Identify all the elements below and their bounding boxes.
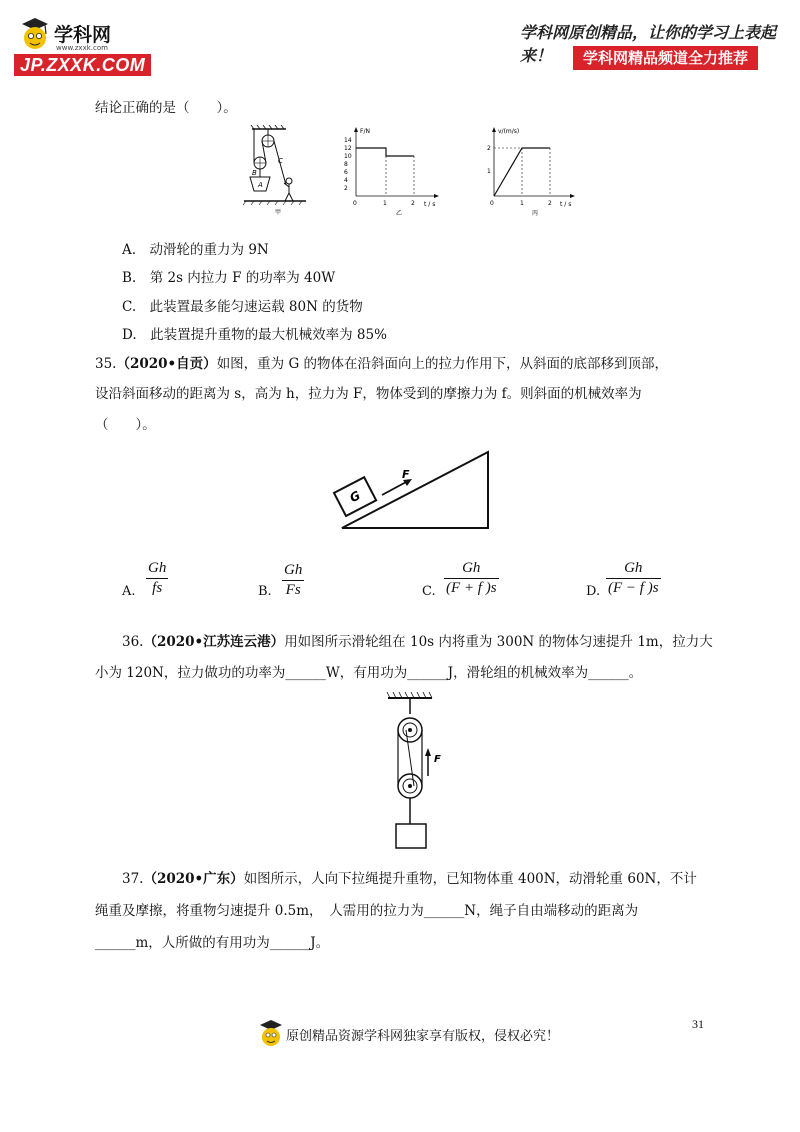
q37-text-1: 如图所示，人向下拉绳提升重物，已知物体重 400N，动滑轮重 60N，不计 [243,871,697,887]
q36-text-1: 用如图所示滑轮组在 10s 内将重为 300N 的物体匀速提升 1m，拉力大 [284,634,713,650]
chart-yi-ytick: 12 [344,145,352,152]
header-banner[interactable]: 学科网精品频道全力推荐 [573,46,758,70]
fraction-denominator: (F + f )s [446,580,497,596]
q34-chart-yi [338,124,448,220]
label-bing: 丙 [532,210,539,217]
q35-line-2: 设沿斜面移动的距离为 s，高为 h，拉力为 F，物体受到的摩擦力为 f。则斜面的机械效率为 [95,386,642,402]
fraction-denominator: Fs [285,582,301,598]
chart-yi-xlabel: t / s [424,201,436,208]
fraction-bar [606,578,661,579]
logo-subtext: www.zxxk.com [56,44,108,52]
footer-copyright: 原创精品资源学科网独家享有版权，侵权必究！ [286,1029,560,1044]
q34-figure-jia [242,125,312,217]
chart-bing-ytick: 2 [487,145,491,152]
chart-yi-ytick: 10 [344,153,352,160]
q35-number: 35. [95,356,117,372]
chart-yi-xtick: 2 [411,200,415,207]
q35-option-c-label[interactable]: C. [422,584,436,599]
logo-url[interactable]: JP.ZXXK.COM [14,54,151,76]
q35-incline-figure [330,448,500,538]
q35-block-label: G [347,488,363,506]
fraction-bar [282,580,304,581]
chart-yi-ytick: 14 [344,137,352,144]
q34-option-a[interactable]: A. 动滑轮的重力为 9N [122,242,269,258]
chart-bing-xlabel: t / s [560,201,572,208]
q34-option-b[interactable]: B. 第 2s 内拉力 F 的功率为 40W [122,270,336,286]
chart-bing-xtick: 1 [520,200,524,207]
q35-text-1: 如图，重为 G 的物体在沿斜面向上的拉力作用下，从斜面的底部移到顶部， [216,356,669,372]
chart-yi-xtick: 1 [383,200,387,207]
mascot-icon [18,14,52,54]
q35-option-a-fraction[interactable] [146,560,168,597]
q35-line-3: （ ）。 [95,417,156,433]
page-number: 31 [692,1017,704,1031]
q37-line-3: ______m，人所做的有用功为______J。 [95,935,330,951]
chart-yi-ytick: 8 [344,161,348,168]
q36-pulley-figure [370,688,460,852]
chart-yi-ytick: 2 [344,185,348,192]
q36-number: 36. [122,634,144,650]
q34-stem: 结论正确的是（ ）。 [95,100,237,116]
q35-option-a-label[interactable]: A. [122,584,136,599]
logo-text: 学科网 [54,24,112,46]
fraction-numerator: Gh [148,560,167,576]
label-jia: 甲 [275,209,282,216]
chart-bing-ylabel: v/(m/s) [498,128,520,135]
q37-line-2: 绳重及摩擦，将重物匀速提升 0.5m， 人需用的拉力为______N，绳子自由端移动的距离为 [95,903,639,919]
q35-option-d-label[interactable]: D. [586,584,601,599]
q35-option-d-fraction[interactable] [606,560,661,597]
label-c: C [278,157,283,165]
label-a: A [258,181,263,189]
fraction-denominator: (F − f )s [608,580,659,596]
q35-source: （2020•自贡） [116,356,217,372]
q36-line-1 [122,632,713,652]
header-slogan: 学科网原创精品，让你的学习上表起来！ [520,23,777,65]
q36-source: （2020•江苏连云港） [143,634,285,650]
q37-source: （2020•广东） [143,871,244,887]
fraction-denominator: fs [152,580,163,596]
q36-line-2: 小为 120N，拉力做功的功率为______W，有用功为______J，滑轮组的机械效率为______。 [95,665,643,681]
q34-option-c[interactable]: C. 此装置最多能匀速运载 80N 的货物 [122,299,363,315]
chart-yi-ylabel: F/N [360,128,370,135]
chart-bing-xtick: 2 [548,200,552,207]
chart-yi-ytick: 6 [344,169,348,176]
fraction-numerator: Gh [624,560,643,576]
label-b: B [252,169,257,177]
label-yi: 乙 [396,210,403,217]
fraction-bar [444,578,499,579]
fraction-numerator: Gh [462,560,481,576]
q34-chart-bing [474,124,584,220]
q35-line-1 [95,354,668,374]
fraction-numerator: Gh [284,562,303,578]
header-logo[interactable] [14,14,164,76]
mascot-icon [258,1018,284,1050]
q37-line-1 [122,869,697,889]
q35-option-b-fraction[interactable] [282,562,304,599]
q37-number: 37. [122,871,144,887]
chart-yi-xtick: 0 [353,200,357,207]
q34-option-d[interactable]: D. 此装置提升重物的最大机械效率为 85% [122,327,387,343]
chart-bing-xtick: 0 [490,200,494,207]
q35-option-c-fraction[interactable] [444,560,499,597]
fraction-bar [146,578,168,579]
q35-force-label: F [402,468,410,481]
q35-option-b-label[interactable]: B. [258,584,272,599]
q36-force-label: F [434,754,441,765]
chart-bing-ytick: 1 [487,168,491,175]
chart-yi-ytick: 4 [344,177,348,184]
